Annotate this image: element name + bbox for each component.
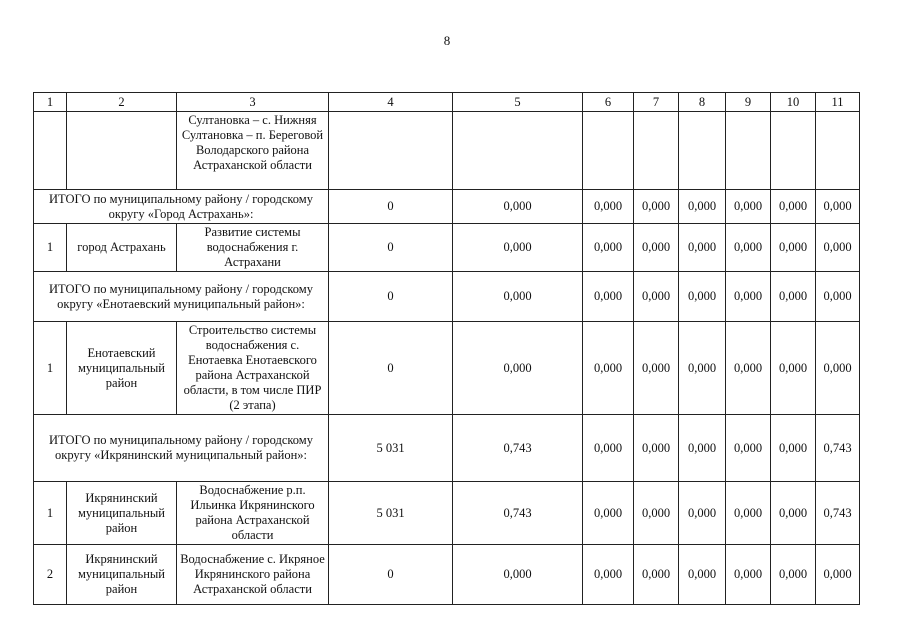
table-cell: 0,000 [771, 272, 816, 322]
table-cell: 0,000 [726, 415, 771, 482]
table-cell: 0,000 [816, 224, 860, 272]
municipality-cell: Икрянинский муниципальный район [67, 482, 177, 545]
column-header: 4 [329, 93, 453, 112]
table-cell: 0 [329, 272, 453, 322]
page-number: 8 [443, 33, 451, 48]
column-header: 10 [771, 93, 816, 112]
table-cell: 0,000 [634, 545, 679, 605]
project-name-cell: Султановка – с. Нижняя Султановка – п. Береговой Володарского района Астраханской области [177, 112, 329, 190]
table-cell: 0,743 [453, 415, 583, 482]
table-cell: 0,000 [453, 545, 583, 605]
table-cell: 0,000 [634, 224, 679, 272]
table-cell: 0,743 [816, 482, 860, 545]
table-cell: 0,000 [583, 190, 634, 224]
table-cell [816, 112, 860, 190]
table-row [34, 224, 860, 272]
table-cell: 0,000 [634, 415, 679, 482]
table-row [34, 482, 860, 545]
table-cell: 0,000 [771, 415, 816, 482]
table-cell: 0 [329, 224, 453, 272]
table-cell [583, 112, 634, 190]
data-table [33, 92, 860, 605]
table-cell: 0,000 [771, 224, 816, 272]
table-cell: 0,000 [679, 322, 726, 415]
total-row [34, 272, 860, 322]
table-cell: 0,000 [679, 545, 726, 605]
table-cell: 0,000 [816, 272, 860, 322]
table-cell: 0,000 [816, 545, 860, 605]
table-cell: 0,000 [726, 224, 771, 272]
table-cell [771, 112, 816, 190]
project-name-cell: Водоснабжение р.п. Ильинка Икрянинского района Астраханской области [177, 482, 329, 545]
row-number: 1 [34, 482, 67, 545]
row-number: 2 [34, 545, 67, 605]
table-row [34, 545, 860, 605]
table-cell: 0 [329, 545, 453, 605]
table-cell [329, 112, 453, 190]
row-number: 1 [34, 322, 67, 415]
project-name-cell: Развитие системы водоснабжения г. Астрахани [177, 224, 329, 272]
column-header: 9 [726, 93, 771, 112]
header-row [34, 93, 860, 112]
total-label: ИТОГО по муниципальному району / городскому округу «Икрянинский муниципальный район»: [34, 415, 329, 482]
table-cell: 0,000 [726, 190, 771, 224]
table-cell: 0,000 [771, 322, 816, 415]
table-cell: 0,000 [583, 482, 634, 545]
table-cell [634, 112, 679, 190]
row-number: 1 [34, 224, 67, 272]
table-cell [34, 112, 67, 190]
table-cell: 0,000 [453, 190, 583, 224]
table-cell: 0,743 [453, 482, 583, 545]
municipality-cell: Икрянинский муниципальный район [67, 545, 177, 605]
table-cell: 0,000 [453, 224, 583, 272]
table-cell: 0,000 [726, 545, 771, 605]
table-cell [679, 112, 726, 190]
table-cell: 0,000 [634, 482, 679, 545]
table-cell: 0,000 [453, 272, 583, 322]
table-cell: 0,000 [679, 272, 726, 322]
table-cell: 0,000 [816, 190, 860, 224]
column-header: 3 [177, 93, 329, 112]
column-header: 1 [34, 93, 67, 112]
column-header: 6 [583, 93, 634, 112]
table-cell: 0,000 [634, 190, 679, 224]
table-cell: 0,000 [583, 224, 634, 272]
table-row [34, 112, 860, 190]
table-cell: 0,000 [771, 482, 816, 545]
table-cell: 0,000 [771, 545, 816, 605]
table-cell: 0,000 [771, 190, 816, 224]
table-cell [67, 112, 177, 190]
table-cell: 0,000 [634, 322, 679, 415]
total-row [34, 415, 860, 482]
municipality-cell: Енотаевский муниципальный район [67, 322, 177, 415]
column-header: 8 [679, 93, 726, 112]
table-cell: 0,000 [583, 545, 634, 605]
table-cell: 0 [329, 322, 453, 415]
table-cell: 5 031 [329, 482, 453, 545]
table-cell: 0,000 [634, 272, 679, 322]
column-header: 11 [816, 93, 860, 112]
table-cell: 0,000 [453, 322, 583, 415]
table-cell: 0,000 [679, 415, 726, 482]
table-cell: 5 031 [329, 415, 453, 482]
table-cell: 0,000 [679, 190, 726, 224]
table-cell: 0,000 [583, 272, 634, 322]
project-name-cell: Строительство системы водоснабжения с. Енотаевка Енотаевского района Астраханской области, в том числе ПИР (2 этапа) [177, 322, 329, 415]
column-header: 2 [67, 93, 177, 112]
project-name-cell: Водоснабжение с. Икряное Икрянинского района Астраханской области [177, 545, 329, 605]
column-header: 7 [634, 93, 679, 112]
table-cell: 0,000 [816, 322, 860, 415]
table-cell: 0,000 [726, 482, 771, 545]
column-header: 5 [453, 93, 583, 112]
total-label: ИТОГО по муниципальному району / городскому округу «Город Астрахань»: [34, 190, 329, 224]
table-cell: 0 [329, 190, 453, 224]
table-cell: 0,000 [583, 322, 634, 415]
table-cell: 0,000 [726, 272, 771, 322]
total-label: ИТОГО по муниципальному району / городскому округу «Енотаевский муниципальный район»: [34, 272, 329, 322]
table-cell: 0,000 [583, 415, 634, 482]
table-cell: 0,000 [679, 224, 726, 272]
table-cell: 0,000 [726, 322, 771, 415]
table-cell: 0,000 [679, 482, 726, 545]
municipality-cell: город Астрахань [67, 224, 177, 272]
table-cell [453, 112, 583, 190]
table-cell [726, 112, 771, 190]
total-row [34, 190, 860, 224]
table-cell: 0,743 [816, 415, 860, 482]
table-row [34, 322, 860, 415]
